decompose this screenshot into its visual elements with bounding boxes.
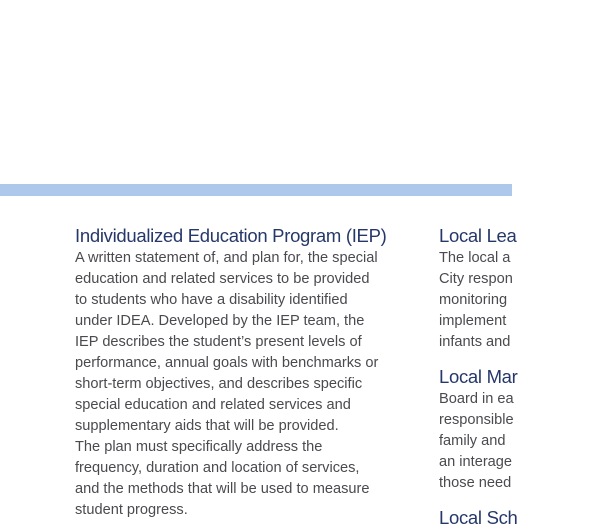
definition-line: education and related services to be provided: [75, 271, 370, 287]
glossary-term: Individualized Education Program (IEP): [75, 225, 387, 246]
glossary-entry-local-sch: [439, 506, 599, 530]
definition-line: A written statement of, and plan for, the special: [75, 250, 378, 266]
entry-spacer: [439, 353, 599, 365]
definition-line: and the methods that will be used to measure: [75, 481, 370, 497]
header-band: [0, 184, 512, 196]
glossary-term: Local Lea: [439, 225, 517, 246]
definition-line: supplementary aids that will be provided.: [75, 418, 339, 434]
glossary-definition: [439, 248, 599, 353]
definition-line: Board in ea: [439, 391, 514, 407]
definition-line: implement: [439, 313, 507, 329]
definition-line: special education and related services and: [75, 397, 351, 413]
definition-line: City respon: [439, 271, 513, 287]
glossary-entry-local-lead: [439, 224, 599, 353]
definition-line: family and: [439, 433, 506, 449]
glossary-definition: [439, 389, 599, 494]
glossary-entry-local-man: [439, 365, 599, 494]
definition-line: IEP describes the student’s present levels of: [75, 334, 362, 350]
definition-line: under IDEA. Developed by the IEP team, the: [75, 313, 365, 329]
definition-line: frequency, duration and location of services,: [75, 460, 360, 476]
definition-line: those need: [439, 475, 512, 491]
glossary-definition: [75, 248, 405, 521]
definition-line: short-term objectives, and describes specific: [75, 376, 363, 392]
definition-line: The plan must specifically address the: [75, 439, 323, 455]
glossary-term: Local Mar: [439, 366, 518, 387]
definition-line: to students who have a disability identified: [75, 292, 348, 308]
definition-line: monitoring: [439, 292, 508, 308]
definition-line: performance, annual goals with benchmarks or: [75, 355, 379, 371]
glossary-column-left: [75, 224, 405, 521]
glossary-column-right: [439, 224, 599, 530]
glossary-entry-iep: [75, 224, 405, 521]
definition-line: The local a: [439, 250, 511, 266]
glossary-term: Local Sch: [439, 507, 518, 528]
definition-line: student progress.: [75, 502, 188, 518]
definition-line: infants and: [439, 334, 511, 350]
definition-line: responsible: [439, 412, 514, 428]
definition-line: an interage: [439, 454, 513, 470]
entry-spacer: [439, 494, 599, 506]
